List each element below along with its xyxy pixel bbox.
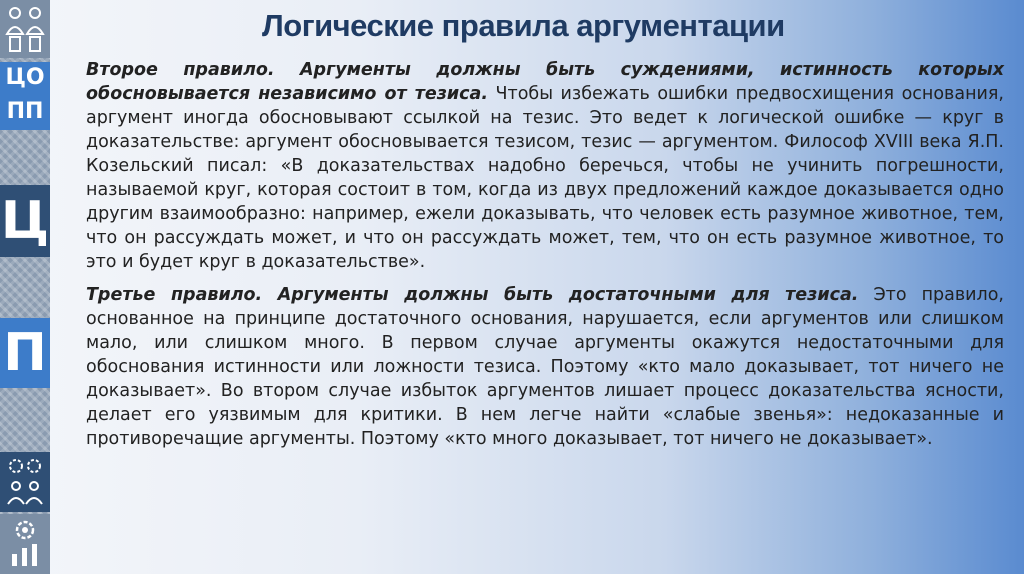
sidebar-decoration [0, 0, 50, 574]
rule-heading: Третье правило. Аргументы должны быть достаточными для тезиса. [86, 285, 859, 305]
content-body [86, 58, 1004, 460]
sidebar-big-letter: Ц [0, 191, 50, 251]
paragraph-rule-two [86, 58, 1004, 274]
sidebar-letter: П [25, 99, 44, 124]
sidebar-letters-bottom [0, 96, 50, 128]
gear-chart-icon [4, 518, 46, 570]
rule-text: Это правило, основанное на принципе достаточного основания, нарушается, если аргументов или слишком мало, или слишком много. В первом случае аргументы окажутся недостаточными для обоснования истинности или ложности тезиса. Поэтому «кто мало доказывает, тот ничего не доказывает». Во втором случае избыток аргументов лишает процесс доказательства ясности, делает его уязвимым для критики. В нем легче найти «слабые звенья»: недоказанные и противоречащие аргументы. Поэтому «кто много доказывает, тот ничего не доказывает». [86, 285, 1004, 449]
rule-text: Чтобы избежать ошибки предвосхищения основания, аргумент иногда обосновывают ссылкой на тезис. Это ведет к логической ошибке — круг в доказательстве: аргумент обосновывается тезисом, тезис — аргументом. Философ XVIII века Я.П. Козельский писал: «В доказательствах надобно беречься, чтобы не учинить погрешности, называемой круг, которая состоит в том, когда из двух предложений каждое доказывается одно другим взаимообразно: например, ежели доказывать, что человек есть разумное животное, тем, что он рассуждать может, и что он рассуждать может, тем, что он есть разумное животное, то это и будет круг в доказательстве». [86, 84, 1004, 272]
sidebar-letter: Ц [5, 65, 26, 90]
rule-heading: Второе правило. Аргументы должны быть суждениями, истинность которых обосновывается независимо от тезиса. [86, 60, 1004, 104]
gears-people-icon [4, 456, 46, 508]
sidebar-big-letter: П [3, 323, 47, 383]
page-title: Логические правила аргументации [262, 8, 785, 43]
sidebar-letter: О [25, 65, 45, 90]
people-icon [4, 4, 46, 54]
sidebar-letters-top [0, 62, 50, 94]
paragraph-rule-three [86, 283, 1004, 451]
sidebar-letter: П [6, 99, 25, 124]
